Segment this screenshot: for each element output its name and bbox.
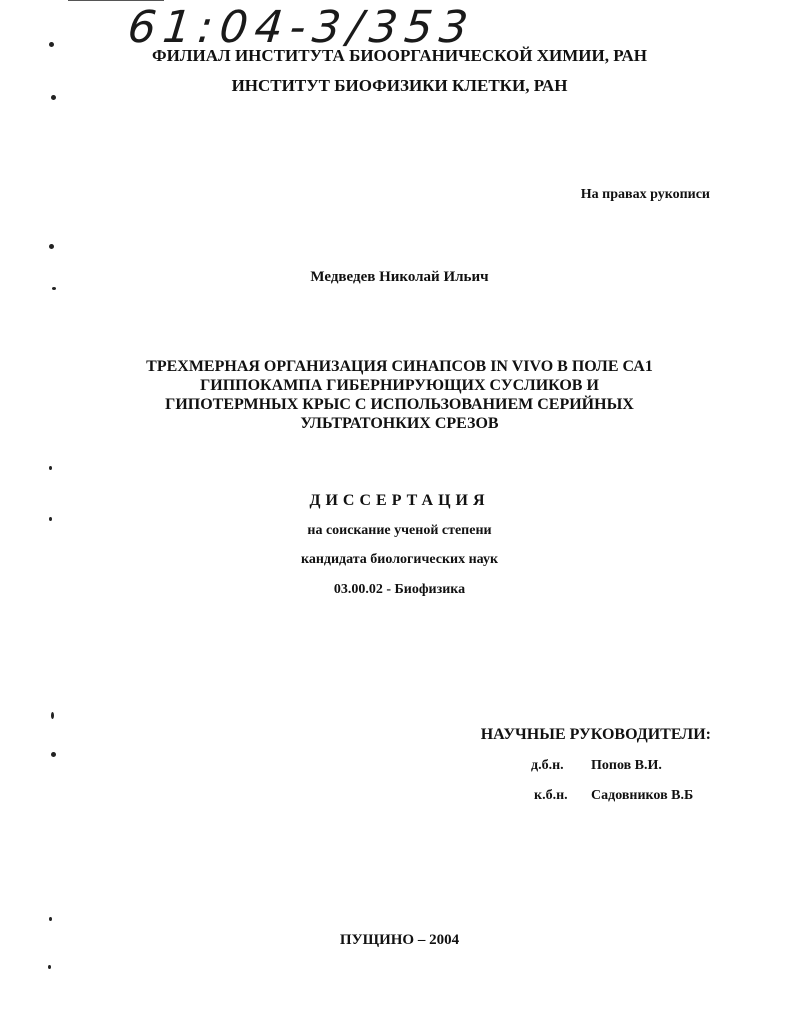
institution-line-1: ФИЛИАЛ ИНСТИТУТА БИООРГАНИЧЕСКОЙ ХИМИИ, РАН (152, 46, 647, 65)
supervisor-degree: к.б.н. (534, 788, 568, 803)
work-type-heading: ДИССЕРТАЦИЯ (309, 492, 490, 509)
title-line: ТРЕХМЕРНАЯ ОРГАНИЗАЦИЯ СИНАПСОВ IN VIVO В ПОЛЕ СА1 (146, 358, 653, 375)
manuscript-rights-note: На правах рукописи (580, 187, 710, 202)
dissertation-title (0, 357, 799, 433)
scan-mark (49, 917, 52, 921)
scan-mark (52, 287, 56, 290)
supervisor-degree: д.б.н. (531, 758, 564, 773)
specialty-code: 03.00.02 - Биофизика (333, 582, 466, 597)
author-name: Медведев Николай Ильич (310, 269, 489, 285)
scan-mark (49, 517, 52, 521)
supervisors-heading: НАУЧНЫЕ РУКОВОДИТЕЛИ: (480, 726, 711, 743)
institution-line-2: ИНСТИТУТ БИОФИЗИКИ КЛЕТКИ, РАН (231, 76, 568, 95)
degree-line: кандидата биологических наук (300, 552, 499, 567)
scan-mark (49, 466, 52, 470)
title-line: ГИПОТЕРМНЫХ КРЫС С ИСПОЛЬЗОВАНИЕМ СЕРИЙНЫХ (165, 396, 634, 413)
scan-top-line (68, 0, 164, 1)
city-year: ПУЩИНО – 2004 (339, 932, 460, 948)
title-line: УЛЬТРАТОНКИХ СРЕЗОВ (300, 415, 499, 432)
supervisor-name: Попов В.И. (591, 758, 662, 773)
scan-mark (49, 244, 54, 249)
scan-mark (51, 752, 56, 757)
title-line: ГИППОКАМПА ГИБЕРНИРУЮЩИХ СУСЛИКОВ И (200, 377, 599, 394)
supervisor-name: Садовников В.Б (591, 788, 694, 803)
scan-mark (51, 712, 54, 719)
handwritten-archive-number: 61:04-3/353 (125, 2, 478, 53)
degree-line: на соискание ученой степени (307, 523, 492, 538)
scan-mark (48, 965, 51, 969)
